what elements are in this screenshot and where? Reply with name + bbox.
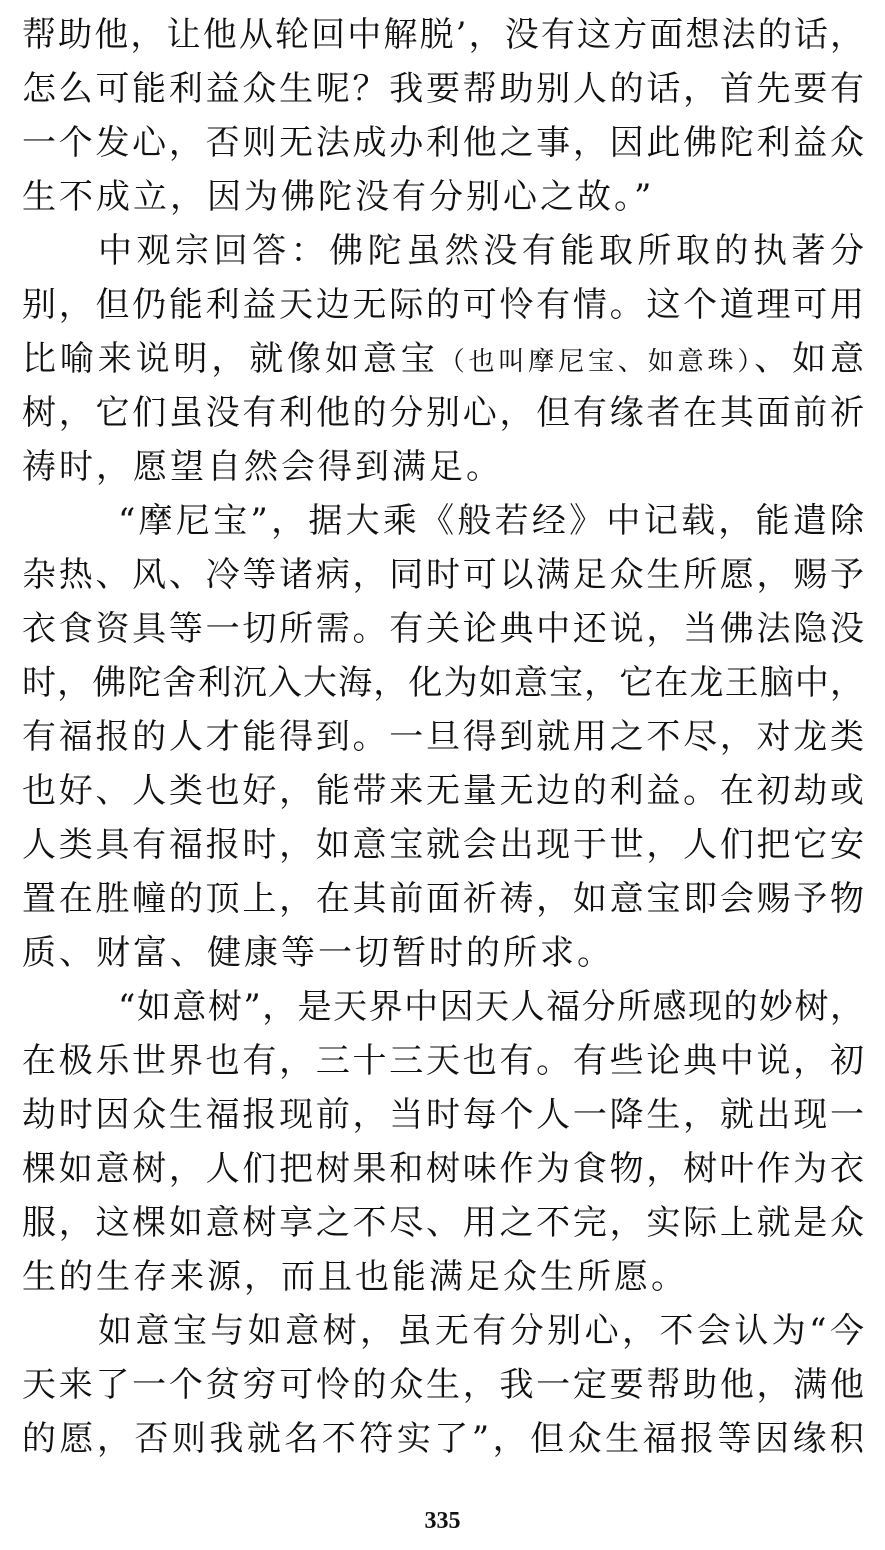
text-segment: 、如意 — [754, 339, 864, 379]
text-line: 棵如意树，人们把树果和树味作为食物，树叶作为衣 — [22, 1149, 864, 1189]
text-line: 树，它们虽没有利他的分别心，但有缘者在其面前祈 — [22, 393, 864, 433]
text-line: 衣食资具等一切所需。有关论典中还说，当佛法隐没 — [22, 609, 864, 649]
text-line: 的愿，否则我就名不符实了”，但众生福报等因缘积 — [22, 1419, 864, 1459]
text-line: 杂热、风、冷等诸病，同时可以满足众生所愿，赐予 — [22, 555, 864, 595]
text-line: 祷时，愿望自然会得到满足。 — [22, 447, 503, 487]
text-line: 时，佛陀舍利沉入大海，化为如意宝，它在龙王脑中， — [22, 663, 864, 703]
text-line: 生不成立，因为佛陀没有分别心之故。” — [22, 177, 655, 217]
text-segment: 比喻来说明，就像如意宝 — [22, 339, 439, 379]
text-line: 生的生存来源，而且也能满足众生所愿。 — [22, 1257, 688, 1297]
text-line: 一个发心，否则无法成办利他之事，因此佛陀利益众 — [22, 123, 864, 163]
text-line: 帮助他，让他从轮回中解脱’，没有这方面想法的话， — [22, 15, 864, 55]
text-line: 劫时因众生福报现前，当时每个人一降生，就出现一 — [22, 1095, 864, 1135]
parenthetical-note: （也叫摩尼宝、如意珠） — [438, 347, 755, 377]
text-line: 有福报的人才能得到。一旦得到就用之不尽，对龙类 — [22, 717, 864, 757]
text-line: 天来了一个贫穷可怜的众生，我一定要帮助他，满他 — [22, 1365, 864, 1405]
text-line-with-note — [22, 332, 864, 386]
body-text — [22, 8, 864, 1466]
text-line: 置在胜幢的顶上，在其前面祈祷，如意宝即会赐予物 — [22, 879, 864, 919]
paragraph-start-line: 如意宝与如意树，虽无有分别心，不会认为“今 — [98, 1311, 864, 1351]
text-line: 质、财富、健康等一切暂时的所求。 — [22, 933, 614, 973]
text-line: 服，这棵如意树享之不尽、用之不完，实际上就是众 — [22, 1203, 864, 1243]
text-line: 别，但仍能利益天边无际的可怜有情。这个道理可用 — [22, 285, 864, 325]
paragraph-start-line: “摩尼宝”，据大乘《般若经》中记载，能遣除 — [118, 501, 864, 541]
page-number: 335 — [424, 1508, 461, 1534]
text-line: 在极乐世界也有，三十三天也有。有些论典中说，初 — [22, 1041, 864, 1081]
text-line: 怎么可能利益众生呢？我要帮助别人的话，首先要有 — [22, 69, 864, 109]
text-line: 人类具有福报时，如意宝就会出现于世，人们把它安 — [22, 825, 864, 865]
text-line: 也好、人类也好，能带来无量无边的利益。在初劫或 — [22, 771, 864, 811]
paragraph-start-line: 中观宗回答：佛陀虽然没有能取所取的执著分 — [98, 231, 864, 271]
paragraph-start-line: “如意树”，是天界中因天人福分所感现的妙树， — [118, 987, 864, 1027]
